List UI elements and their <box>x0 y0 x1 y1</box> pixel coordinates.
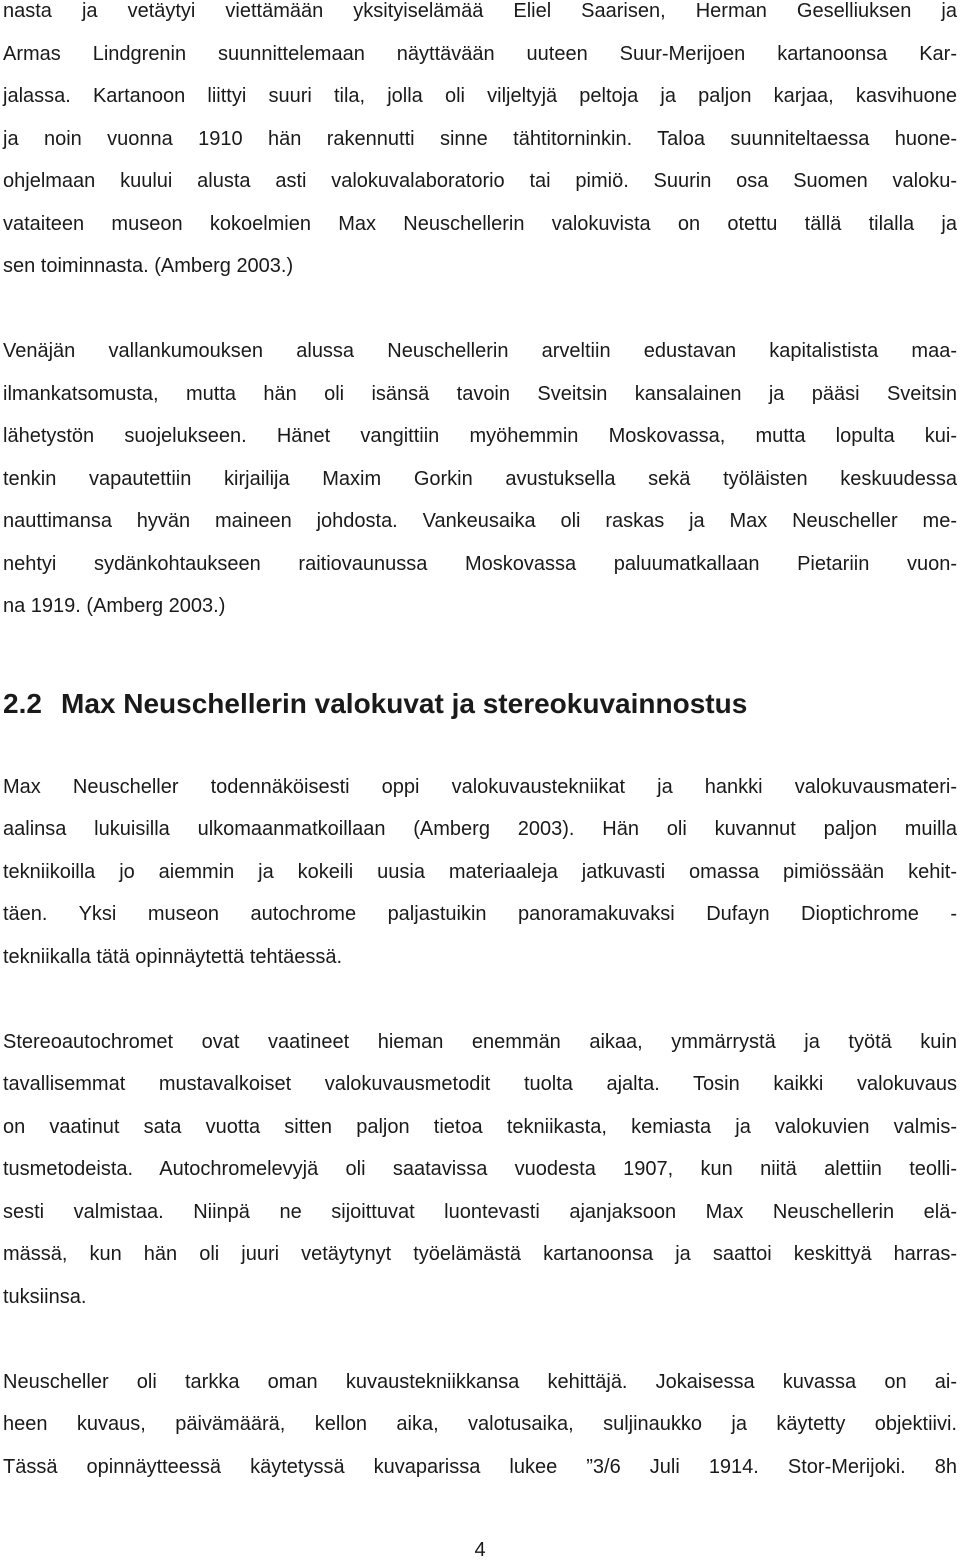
document-page <box>3 0 957 1488</box>
text-line: Neuscheller oli tarkka oman kuvaustekniikkansa kehittäjä. Jokaisessa kuvassa on ai- <box>3 1370 957 1393</box>
text-line: ilmankatsomusta, mutta hän oli isänsä tavoin Sveitsin kansalainen ja pääsi Sveitsin <box>3 382 957 405</box>
text-line: aalinsa lukuisilla ulkomaanmatkoillaan (Amberg 2003). Hän oli kuvannut paljon muilla <box>3 818 957 840</box>
text-line: tekniikoilla jo aiemmin ja kokeili uusia materiaaleja jatkuvasti omassa pimiössään kehit- <box>3 860 957 883</box>
text-line: tuksiinsa. <box>3 1285 87 1308</box>
paragraph-spacer <box>3 978 957 1021</box>
text-line: tekniikalla tätä opinnäytettä tehtäessä. <box>3 945 343 968</box>
text-line: Tässä opinnäytteessä käytetyssä kuvaparissa lukee ”3/6 Juli 1914. Stor-Merijoki. 8h <box>3 1455 957 1478</box>
paragraph-2 <box>3 330 957 628</box>
section-number: 2.2 <box>3 687 42 719</box>
text-line: on vaatinut sata vuotta sitten paljon tietoa tekniikasta, kemiasta ja valokuvien valmis- <box>3 1115 957 1138</box>
paragraph-4 <box>3 1021 957 1319</box>
section-title: Max Neuschellerin valokuvat ja stereokuvainnostus <box>61 687 748 719</box>
text-line: mässä, kun hän oli juuri vetäytynyt työelämästä kartanoonsa ja saattoi keskittyä harras- <box>3 1243 957 1265</box>
text-line: tenkin vapautettiin kirjailija Maxim Gorkin avustuksella sekä työläisten keskuudessa <box>3 467 957 490</box>
section-heading <box>3 682 957 726</box>
text-line: nehtyi sydänkohtaukseen raitiovaunussa Moskovassa paluumatkallaan Pietariin vuon- <box>3 552 957 575</box>
paragraph-5 <box>3 1361 957 1489</box>
text-line: Armas Lindgrenin suunnittelemaan näyttävään uuteen Suur-Merijoen kartanoonsa Kar- <box>3 42 957 65</box>
paragraph-3 <box>3 766 957 979</box>
text-line: täen. Yksi museon autochrome paljastuikin panoramakuvaksi Dufayn Dioptichrome - <box>3 903 957 925</box>
text-line: tusmetodeista. Autochromelevyjä oli saatavissa vuodesta 1907, kun niitä alettiin teolli- <box>3 1158 957 1180</box>
text-line: Max Neuscheller todennäköisesti oppi valokuvaustekniikat ja hankki valokuvausmateri- <box>3 775 957 798</box>
text-line: sen toiminnasta. (Amberg 2003.) <box>3 255 294 277</box>
text-line: sesti valmistaa. Niinpä ne sijoittuvat luontevasti ajanjaksoon Max Neuschellerin elä- <box>3 1200 957 1223</box>
text-line: lähetystön suojelukseen. Hänet vangittiin myöhemmin Moskovassa, mutta lopulta kui- <box>3 425 957 447</box>
paragraph-spacer <box>3 288 957 331</box>
text-line: na 1919. (Amberg 2003.) <box>3 595 226 617</box>
text-line: heen kuvaus, päivämäärä, kellon aika, valotusaika, suljinaukko ja käytetty objektiivi. <box>3 1413 957 1435</box>
paragraph-spacer <box>3 1318 957 1361</box>
paragraph-1 <box>3 0 957 288</box>
page-number: 4 <box>474 1539 486 1561</box>
text-line: ja noin vuonna 1910 hän rakennutti sinne tähtitorninkin. Taloa suunniteltaessa huone- <box>3 127 957 150</box>
text-line: nasta ja vetäytyi viettämään yksityiselämää Eliel Saarisen, Herman Geselliuksen ja <box>3 0 957 22</box>
text-line: tavallisemmat mustavalkoiset valokuvausmetodit tuolta ajalta. Tosin kaikki valokuvaus <box>3 1073 957 1095</box>
text-line: jalassa. Kartanoon liittyi suuri tila, jolla oli viljeltyjä peltoja ja paljon karjaa, kasvihuone <box>3 85 957 107</box>
text-line: Stereoautochromet ovat vaatineet hieman enemmän aikaa, ymmärrystä ja työtä kuin <box>3 1030 957 1053</box>
text-line: Venäjän vallankumouksen alussa Neuschellerin arveltiin edustavan kapitalistista maa- <box>3 340 957 362</box>
text-line: vataiteen museon kokoelmien Max Neuschellerin valokuvista on otettu tällä tilalla ja <box>3 212 957 235</box>
text-line: ohjelmaan kuului alusta asti valokuvalaboratorio tai pimiö. Suurin osa Suomen valoku- <box>3 170 957 192</box>
text-line: nauttimansa hyvän maineen johdosta. Vankeusaika oli raskas ja Max Neuscheller me- <box>3 510 957 532</box>
